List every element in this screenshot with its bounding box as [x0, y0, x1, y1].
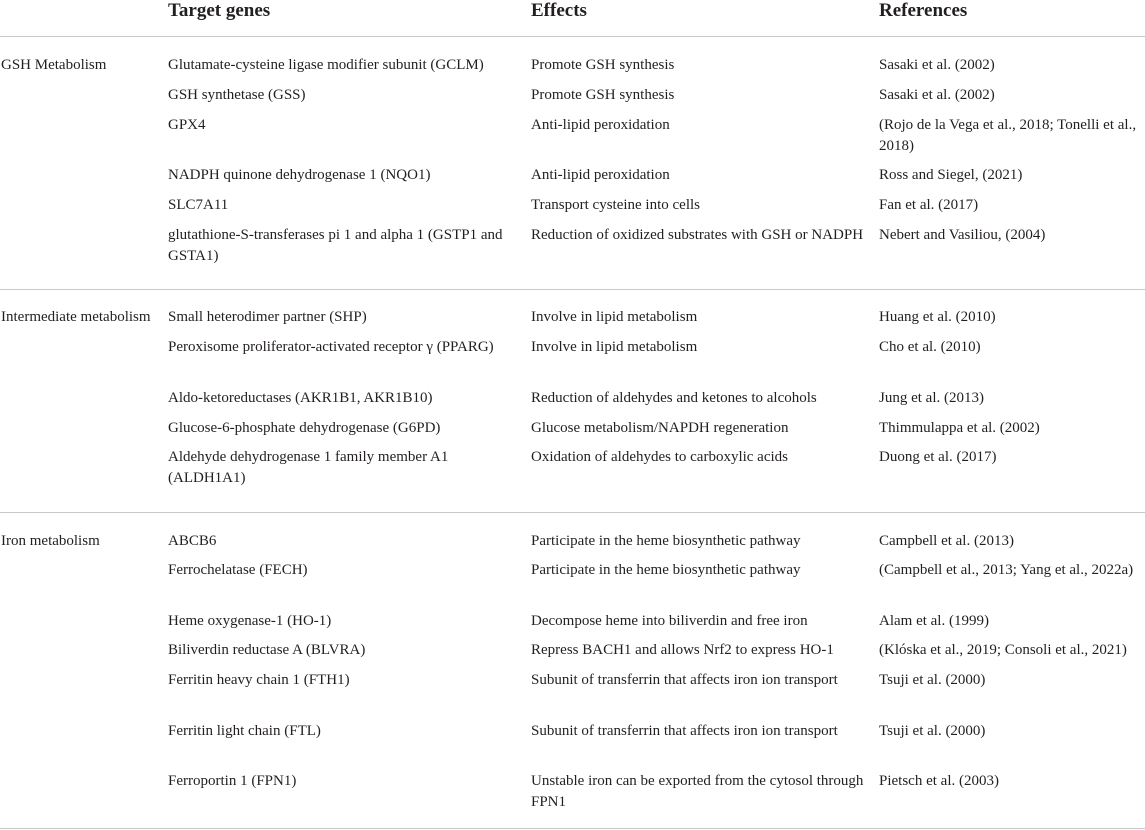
gene-cell: Peroxisome proliferator-activated receptor γ (PPARG) — [168, 339, 494, 355]
header-target-genes: Target genes — [168, 0, 271, 21]
reference-cell: (Rojo de la Vega et al., 2018; Tonelli et al., 2018) — [879, 117, 1137, 154]
table-bottom-rule — [0, 828, 1145, 829]
reference-cell: Alam et al. (1999) — [879, 613, 989, 629]
gene-cell: Ferritin heavy chain 1 (FTH1) — [168, 672, 350, 688]
reference-cell: Jung et al. (2013) — [879, 390, 984, 406]
reference-cell: Campbell et al. (2013) — [879, 533, 1014, 549]
reference-cell: Cho et al. (2010) — [879, 339, 981, 355]
gene-cell: GSH synthetase (GSS) — [168, 87, 306, 103]
effect-cell: Participate in the heme biosynthetic pathway — [531, 562, 801, 578]
header-references: References — [879, 0, 968, 21]
gene-cell: Small heterodimer partner (SHP) — [168, 309, 367, 325]
reference-cell: Huang et al. (2010) — [879, 309, 996, 325]
gene-cell: Ferritin light chain (FTL) — [168, 723, 321, 739]
gene-cell: Glucose-6-phosphate dehydrogenase (G6PD) — [168, 420, 441, 436]
gene-cell: Aldo-ketoreductases (AKR1B1, AKR1B10) — [168, 390, 433, 406]
reference-cell: Sasaki et al. (2002) — [879, 57, 995, 73]
effect-cell: Repress BACH1 and allows Nrf2 to express HO-1 — [531, 642, 834, 658]
effect-cell: Participate in the heme biosynthetic pathway — [531, 533, 801, 549]
gene-cell: glutathione-S-transferases pi 1 and alpha 1 (GSTP1 and GSTA1) — [168, 227, 503, 264]
reference-cell: Duong et al. (2017) — [879, 449, 997, 465]
gene-cell: Biliverdin reductase A (BLVRA) — [168, 642, 366, 658]
header-effects: Effects — [531, 0, 587, 21]
reference-cell: Thimmulappa et al. (2002) — [879, 420, 1040, 436]
effect-cell: Anti-lipid peroxidation — [531, 167, 670, 183]
gene-cell: Ferroportin 1 (FPN1) — [168, 773, 297, 789]
reference-cell: Pietsch et al. (2003) — [879, 773, 999, 789]
gene-cell: SLC7A11 — [168, 197, 229, 213]
group-category: GSH Metabolism — [1, 57, 107, 73]
table-header — [0, 0, 1145, 38]
reference-cell: Tsuji et al. (2000) — [879, 723, 986, 739]
effect-cell: Glucose metabolism/NAPDH regeneration — [531, 420, 789, 436]
reference-cell: Fan et al. (2017) — [879, 197, 979, 213]
group-category: Intermediate metabolism — [1, 309, 151, 325]
effect-cell: Unstable iron can be exported from the cytosol through FPN1 — [531, 773, 864, 810]
effect-cell: Subunit of transferrin that affects iron ion transport — [531, 672, 838, 688]
group-divider — [0, 512, 1145, 513]
effect-cell: Reduction of aldehydes and ketones to alcohols — [531, 390, 817, 406]
gene-cell: Aldehyde dehydrogenase 1 family member A1 (ALDH1A1) — [168, 449, 449, 486]
gene-cell: NADPH quinone dehydrogenase 1 (NQO1) — [168, 167, 431, 183]
effect-cell: Transport cysteine into cells — [531, 197, 701, 213]
gene-cell: Ferrochelatase (FECH) — [168, 562, 308, 578]
effect-cell: Involve in lipid metabolism — [531, 339, 698, 355]
effect-cell: Involve in lipid metabolism — [531, 309, 698, 325]
gene-cell: Glutamate-cysteine ligase modifier subunit (GCLM) — [168, 57, 484, 73]
reference-cell: Nebert and Vasiliou, (2004) — [879, 227, 1046, 243]
header-rule — [0, 36, 1145, 37]
effect-cell: Subunit of transferrin that affects iron ion transport — [531, 723, 838, 739]
effect-cell: Promote GSH synthesis — [531, 57, 675, 73]
gene-cell: ABCB6 — [168, 533, 217, 549]
group-divider — [0, 289, 1145, 290]
effect-cell: Reduction of oxidized substrates with GSH or NADPH — [531, 227, 864, 243]
reference-cell: (Klóska et al., 2019; Consoli et al., 2021) — [879, 642, 1127, 658]
effect-cell: Oxidation of aldehydes to carboxylic acids — [531, 449, 789, 465]
reference-cell: (Campbell et al., 2013; Yang et al., 2022a) — [879, 562, 1134, 578]
effect-cell: Anti-lipid peroxidation — [531, 117, 670, 133]
reference-cell: Ross and Siegel, (2021) — [879, 167, 1023, 183]
reference-cell: Tsuji et al. (2000) — [879, 672, 986, 688]
reference-cell: Sasaki et al. (2002) — [879, 87, 995, 103]
gene-cell: Heme oxygenase-1 (HO-1) — [168, 613, 332, 629]
group-category: Iron metabolism — [1, 533, 100, 549]
effect-cell: Promote GSH synthesis — [531, 87, 675, 103]
gene-cell: GPX4 — [168, 117, 206, 133]
effect-cell: Decompose heme into biliverdin and free iron — [531, 613, 808, 629]
